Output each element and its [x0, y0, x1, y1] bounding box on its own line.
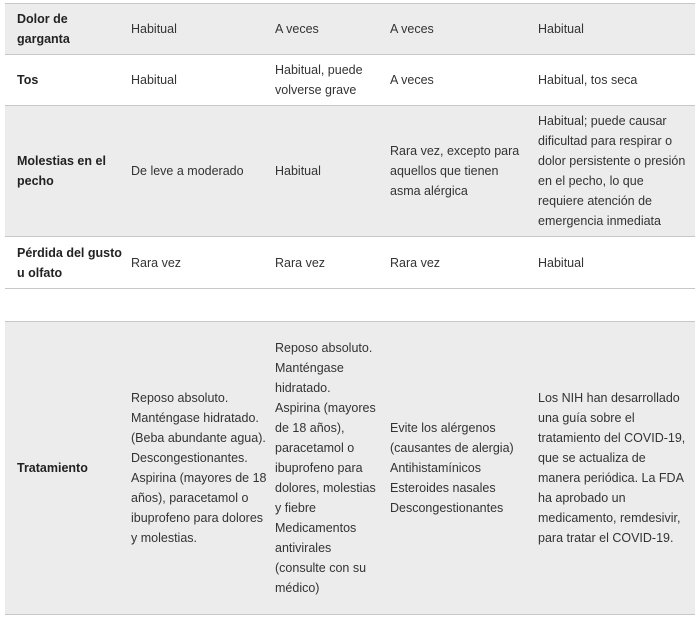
treatment-line: Descongestionantes — [390, 501, 504, 515]
treatment-line: Aspirina (mayores de 18 años), paracetamol o ibuprofeno para dolores, molestias y fiebre — [275, 401, 376, 515]
treatment-cell — [131, 322, 275, 615]
treatment-line: Reposo absoluto. — [131, 391, 229, 405]
treatment-cell — [538, 322, 695, 615]
row-label: Tratamiento — [17, 461, 88, 475]
treatment-line: Manténgase hidratado. — [131, 411, 259, 425]
table-row — [5, 4, 695, 55]
table-cell: Rara vez — [131, 255, 182, 270]
table-row — [5, 322, 695, 615]
treatment-line: (Beba abundante agua). — [131, 431, 266, 445]
table-cell: Habitual; puede causar dificultad para respirar o dolor persistente o presión en el pecho, lo que requiere atención de emergencia inmediata — [538, 114, 686, 228]
treatment-line: Manténgase hidratado. — [275, 361, 344, 395]
treatment-cell — [390, 322, 538, 615]
table-cell: De leve a moderado — [131, 164, 244, 178]
treatment-line: Aspirina (mayores de 18 años), paracetamol o ibuprofeno para dolores y molestias. — [131, 471, 267, 545]
table-cell: Habitual — [538, 255, 584, 270]
table-cell: Rara vez, excepto para aquellos que tienen asma alérgica — [390, 144, 520, 198]
treatment-line: Medicamentos antivirales (consulte con su médico) — [275, 521, 367, 595]
table-cell: Habitual, tos seca — [538, 73, 638, 87]
symptoms-table — [5, 3, 695, 289]
table-row — [5, 237, 695, 289]
table-cell: Rara vez — [275, 255, 326, 270]
table-cell: Habitual — [131, 22, 177, 36]
treatment-line: Esteroides nasales — [390, 481, 496, 495]
table-cell: A veces — [390, 22, 434, 36]
row-label: Pérdida del gusto u olfato — [17, 245, 122, 280]
table-row — [5, 55, 695, 106]
table-cell: Habitual — [131, 73, 177, 87]
table-cell: Rara vez — [390, 255, 441, 270]
treatment-line: Descongestionantes. — [131, 451, 248, 465]
table-cell: Habitual, puede volverse grave — [275, 63, 363, 97]
row-label: Tos — [17, 73, 39, 87]
treatment-line: Los NIH han desarrollado una guía sobre el tratamiento del COVID-19, que se actualiza de manera periódica. La FDA ha aprobado un medicamento, remdesivir, para tratar el COVID-19. — [538, 391, 686, 545]
table-cell: A veces — [390, 73, 434, 87]
table-cell: Habitual — [275, 164, 321, 178]
table-cell: Habitual — [538, 22, 584, 36]
row-label: Molestias en el pecho — [17, 154, 106, 188]
treatment-table — [5, 321, 695, 615]
table-row — [5, 106, 695, 237]
treatment-line: Reposo absoluto. — [275, 341, 373, 355]
row-label: Dolor de garganta — [17, 12, 70, 46]
treatment-cell — [275, 322, 390, 615]
treatment-line: Antihistamínicos — [390, 461, 482, 475]
table-cell: A veces — [275, 22, 319, 36]
treatment-line: Evite los alérgenos (causantes de alergia) — [390, 421, 514, 455]
